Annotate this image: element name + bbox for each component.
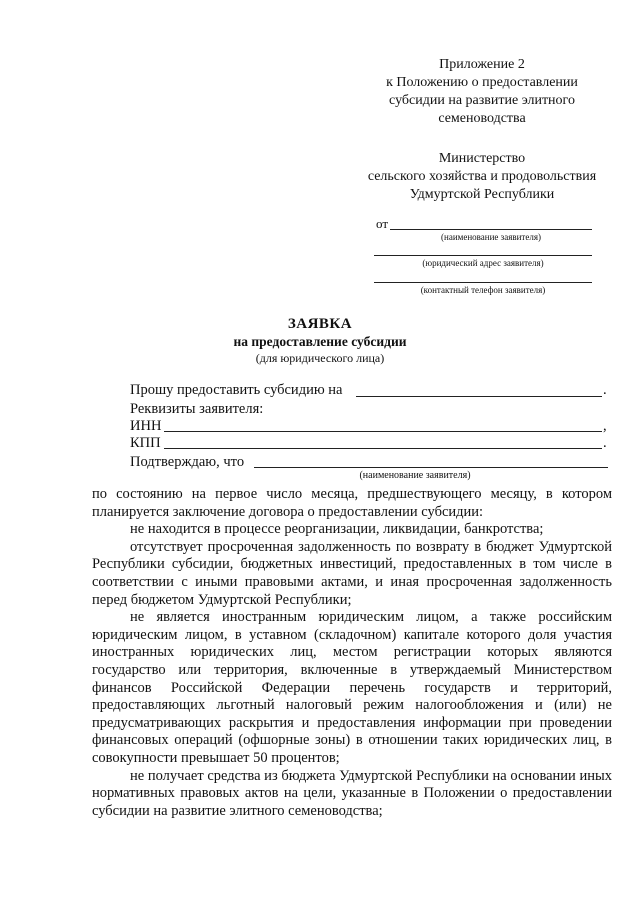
period: . [603, 382, 607, 398]
applicant-address-line[interactable] [374, 255, 592, 256]
applicant-name-line[interactable] [390, 229, 592, 230]
applicant-phone-line[interactable] [374, 282, 592, 283]
applicant-phone-caption: (контактный телефон заявителя) [420, 285, 546, 295]
request-label: Прошу предоставить субсидию на [130, 382, 343, 398]
from-label: от [376, 216, 389, 231]
ministry-line: Удмуртской Республики [409, 187, 555, 202]
appendix-line: Приложение 2 [439, 57, 525, 72]
body-paragraph: по состоянию на первое число месяца, предшествующего месяцу, в котором планируется заключение договора о предоставлении субсидии: [92, 486, 612, 520]
document-title-note: (для юридического лица) [255, 351, 385, 365]
body-paragraph: отсутствует просроченная задолженность по возврату в бюджет Удмуртской Республики субсидии, бюджетных инвестиций, предоставленных в том числе в соответствии с иными правовыми актами, и иная просроченная задолженность перед бюджетом Удмуртской Республики; [92, 538, 612, 608]
kpp-label: КПП [130, 435, 161, 451]
appendix-line: семеноводства [438, 111, 526, 126]
period: . [603, 435, 607, 451]
confirm-name-line[interactable] [254, 467, 608, 468]
comma: , [603, 418, 607, 434]
appendix-line: к Положению о предоставлении [386, 75, 578, 90]
body-paragraph: не получает средства из бюджета Удмуртской Республики на основании иных нормативных правовых актов на цели, указанные в Положении о предоставлении субсидии на развитие элитного семеноводства; [92, 767, 612, 819]
requisites-label: Реквизиты заявителя: [130, 401, 264, 417]
kpp-line[interactable] [164, 448, 602, 449]
confirm-name-caption: (наименование заявителя) [359, 470, 471, 481]
body-paragraph: не находится в процессе реорганизации, ликвидации, банкротства; [130, 521, 544, 538]
inn-line[interactable] [164, 431, 602, 432]
document-title: ЗАЯВКА [287, 316, 353, 332]
applicant-address-caption: (юридический адрес заявителя) [422, 258, 544, 268]
confirm-label: Подтверждаю, что [130, 454, 245, 470]
body-paragraph: не является иностранным юридическим лицом, а также российским юридическим лицом, в уставном (складочном) капитале которого доля участия иностранных юридических лиц, местом регистрации которых являются государство или территория, включенные в утверждаемый Министерством финансов Российской Федерации перечень государств и территорий, предоставляющих льготный налоговый режим налогообложения и (или) не предусматривающих раскрытия и предоставления информации при проведении финансовых операций (офшорные зоны) в отношении таких юридических лиц, в совокупности превышает 50 процентов; [92, 609, 612, 766]
subsidy-purpose-line[interactable] [356, 396, 602, 397]
ministry-line: Министерство [438, 151, 526, 166]
appendix-line: субсидии на развитие элитного [389, 93, 575, 108]
ministry-line: сельского хозяйства и продовольствия [367, 169, 597, 184]
inn-label: ИНН [130, 418, 162, 434]
ministry-addressee [336, 150, 628, 204]
applicant-name-caption: (наименование заявителя) [441, 232, 541, 242]
declaration-body [92, 486, 612, 820]
appendix-header [336, 56, 628, 128]
document-subtitle: на предоставление субсидии [233, 334, 407, 349]
